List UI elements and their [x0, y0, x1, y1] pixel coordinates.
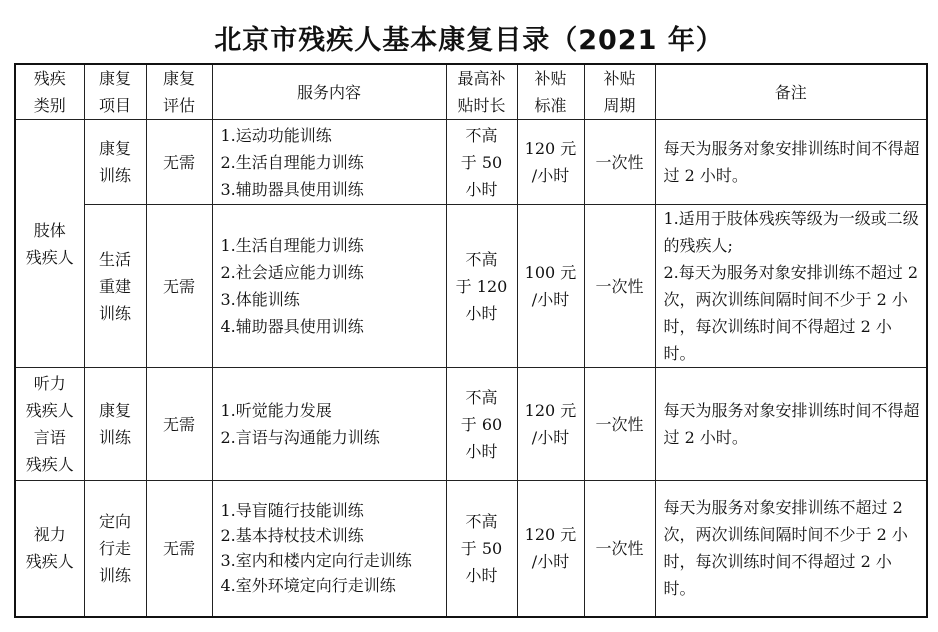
notes-cell: 每天为服务对象安排训练时间不得超过 2 小时。 [655, 120, 927, 205]
assessment-cell: 无需 [146, 368, 212, 481]
content-item: 1.生活自理能力训练 [220, 236, 364, 255]
content-item: 3.室内和楼内定向行走训练 [220, 551, 412, 571]
standard-cell: 120 元 /小时 [517, 120, 584, 205]
project-cell: 生活 重建 训练 [84, 205, 146, 368]
notes-cell: 每天为服务对象安排训练时间不得超过 2 小时。 [655, 368, 927, 481]
header-project: 康复 项目 [84, 64, 146, 120]
content-cell [212, 368, 446, 481]
content-item: 2.生活自理能力训练 [220, 152, 364, 172]
table-row [15, 368, 927, 481]
content-item: 3.辅助器具使用训练 [220, 179, 364, 199]
assessment-cell: 无需 [146, 205, 212, 368]
max-hours-cell: 不高 于 50 小时 [446, 120, 517, 205]
content-item: 1.导盲随行技能训练 [220, 501, 364, 521]
period-cell: 一次性 [584, 205, 655, 368]
content-cell [212, 205, 446, 368]
notes-cell: 1.适用于肢体残疾等级为一级或二级的残疾人; 2.每天为服务对象安排训练不超过 2 次，两次训练间隔时间不少于 2 小时，每次训练时间不得超过 2 小时。 [655, 205, 927, 368]
category-cell: 视力 残疾人 [15, 481, 84, 617]
max-hours-cell: 不高 于 60 小时 [446, 368, 517, 481]
content-item: 1.运动功能训练 [220, 125, 332, 145]
content-item: 2.言语与沟通能力训练 [220, 428, 380, 447]
standard-cell: 120 元 /小时 [517, 368, 584, 481]
period-cell: 一次性 [584, 368, 655, 481]
rehab-catalog-table [14, 63, 928, 618]
standard-cell: 120 元 /小时 [517, 481, 584, 617]
content-item: 4.辅助器具使用训练 [220, 317, 364, 336]
content-cell [212, 481, 446, 617]
content-cell [212, 120, 446, 205]
header-assessment: 康复 评估 [146, 64, 212, 120]
header-row [15, 64, 927, 120]
max-hours-cell: 不高 于 120 小时 [446, 205, 517, 368]
header-content: 服务内容 [212, 64, 446, 120]
assessment-cell: 无需 [146, 481, 212, 617]
category-cell: 听力 残疾人 言语 残疾人 [15, 368, 84, 481]
table-row [15, 205, 927, 368]
content-item: 3.体能训练 [220, 290, 300, 309]
content-item: 4.室外环境定向行走训练 [220, 576, 396, 596]
standard-cell: 100 元 /小时 [517, 205, 584, 368]
category-cell: 肢体 残疾人 [15, 120, 84, 368]
period-cell: 一次性 [584, 481, 655, 617]
project-cell: 康复 训练 [84, 368, 146, 481]
header-notes: 备注 [655, 64, 927, 120]
assessment-cell: 无需 [146, 120, 212, 205]
notes-cell: 每天为服务对象安排训练不超过 2 次，两次训练间隔时间不少于 2 小时，每次训练时间不得超过 2 小时。 [655, 481, 927, 617]
page-title: 北京市残疾人基本康复目录（2021 年） [214, 25, 724, 56]
header-period: 补贴 周期 [584, 64, 655, 120]
content-item: 2.社会适应能力训练 [220, 263, 364, 282]
content-item: 1.听觉能力发展 [220, 401, 332, 420]
project-cell: 定向 行走 训练 [84, 481, 146, 617]
table-row [15, 120, 927, 205]
period-cell: 一次性 [584, 120, 655, 205]
header-category: 残疾 类别 [15, 64, 84, 120]
max-hours-cell: 不高 于 50 小时 [446, 481, 517, 617]
project-cell: 康复 训练 [84, 120, 146, 205]
header-standard: 补贴 标准 [517, 64, 584, 120]
content-item: 2.基本持杖技术训练 [220, 526, 364, 546]
header-max-hours: 最高补 贴时长 [446, 64, 517, 120]
table-row [15, 481, 927, 617]
